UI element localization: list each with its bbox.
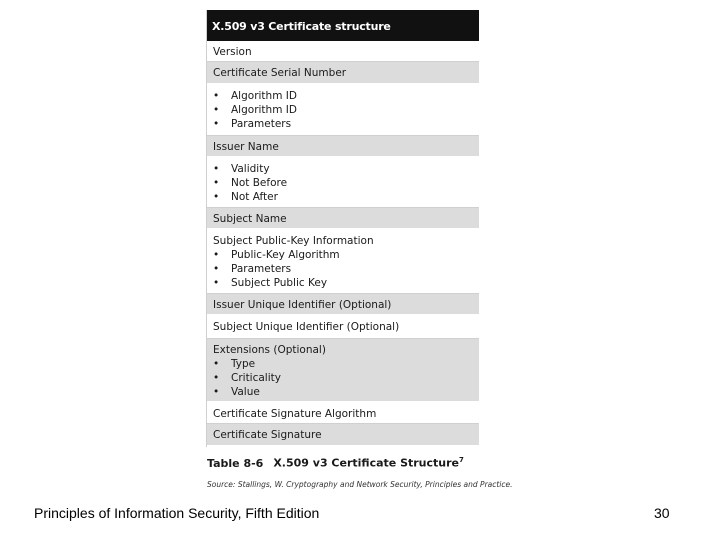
row-title: Certificate Signature xyxy=(213,429,322,441)
bullet-icon: • xyxy=(213,277,220,289)
table-title: X.509 v3 Certificate structure xyxy=(207,10,479,41)
bullet-item xyxy=(213,385,479,399)
bullet-icon: • xyxy=(213,386,220,398)
bullet-icon: • xyxy=(213,118,220,130)
bullet-text: Criticality xyxy=(231,372,281,384)
table-body xyxy=(207,41,479,447)
bullet-text: Algorithm ID xyxy=(231,90,297,102)
bullet-icon: • xyxy=(213,249,220,261)
table-row xyxy=(207,316,479,339)
table-row xyxy=(207,85,479,136)
caption-text: X.509 v3 Certificate Structure xyxy=(273,456,459,470)
certificate-structure-table xyxy=(206,10,479,447)
bullet-icon: • xyxy=(213,263,220,275)
table-row xyxy=(207,424,479,447)
row-title: Certificate Serial Number xyxy=(213,67,347,79)
row-title: Extensions (Optional) xyxy=(213,344,326,356)
bullet-text: Validity xyxy=(231,163,270,175)
table-row xyxy=(207,294,479,316)
bullet-icon: • xyxy=(213,372,220,384)
row-title: Version xyxy=(213,46,252,58)
bullet-icon: • xyxy=(213,358,220,370)
table-row xyxy=(207,136,479,158)
bullet-item xyxy=(213,371,479,385)
bullet-text: Parameters xyxy=(231,263,292,275)
bullet-icon: • xyxy=(213,104,220,116)
bullet-text: Value xyxy=(231,386,260,398)
bullet-item xyxy=(213,248,479,262)
row-title: Issuer Unique Identifier (Optional) xyxy=(213,299,392,311)
bullet-item xyxy=(213,162,479,176)
footer-page-number: 30 xyxy=(654,505,670,521)
table-row xyxy=(207,230,479,294)
row-title: Issuer Name xyxy=(213,141,279,153)
table-row xyxy=(207,208,479,230)
table-row xyxy=(207,339,479,403)
bullet-text: Not After xyxy=(231,191,278,203)
row-title: Subject Name xyxy=(213,213,287,225)
bullet-item xyxy=(213,276,479,290)
bullet-item xyxy=(213,176,479,190)
bullet-icon: • xyxy=(213,191,220,203)
footer-book-title: Principles of Information Security, Fifth Edition xyxy=(34,505,320,521)
bullet-icon: • xyxy=(213,177,220,189)
bullet-text: Algorithm ID xyxy=(231,104,297,116)
bullet-text: Not Before xyxy=(231,177,288,189)
bullet-text: Parameters xyxy=(231,118,292,130)
bullet-item xyxy=(213,357,479,371)
bullet-text: Type xyxy=(231,358,256,370)
row-title: Certificate Signature Algorithm xyxy=(213,408,377,420)
table-row xyxy=(207,403,479,424)
table-row xyxy=(207,41,479,62)
bullet-item xyxy=(213,117,479,131)
row-title: Subject Unique Identifier (Optional) xyxy=(213,321,400,333)
bullet-item xyxy=(213,262,479,276)
bullet-text: Subject Public Key xyxy=(231,277,328,289)
bullet-item xyxy=(213,103,479,117)
caption-number: Table 8-6 xyxy=(207,456,264,470)
bullet-icon: • xyxy=(213,90,220,102)
table-row xyxy=(207,158,479,208)
bullet-item xyxy=(213,190,479,204)
table-row xyxy=(207,62,479,85)
bullet-text: Public-Key Algorithm xyxy=(231,249,340,261)
bullet-icon: • xyxy=(213,163,220,175)
caption-footnote: 7 xyxy=(459,456,464,464)
row-title: Subject Public-Key Information xyxy=(213,235,374,247)
source-note: Source: Stallings, W. Cryptography and Network Security, Principles and Practice. xyxy=(207,480,513,489)
table-caption xyxy=(207,456,464,470)
bullet-item xyxy=(213,89,479,103)
